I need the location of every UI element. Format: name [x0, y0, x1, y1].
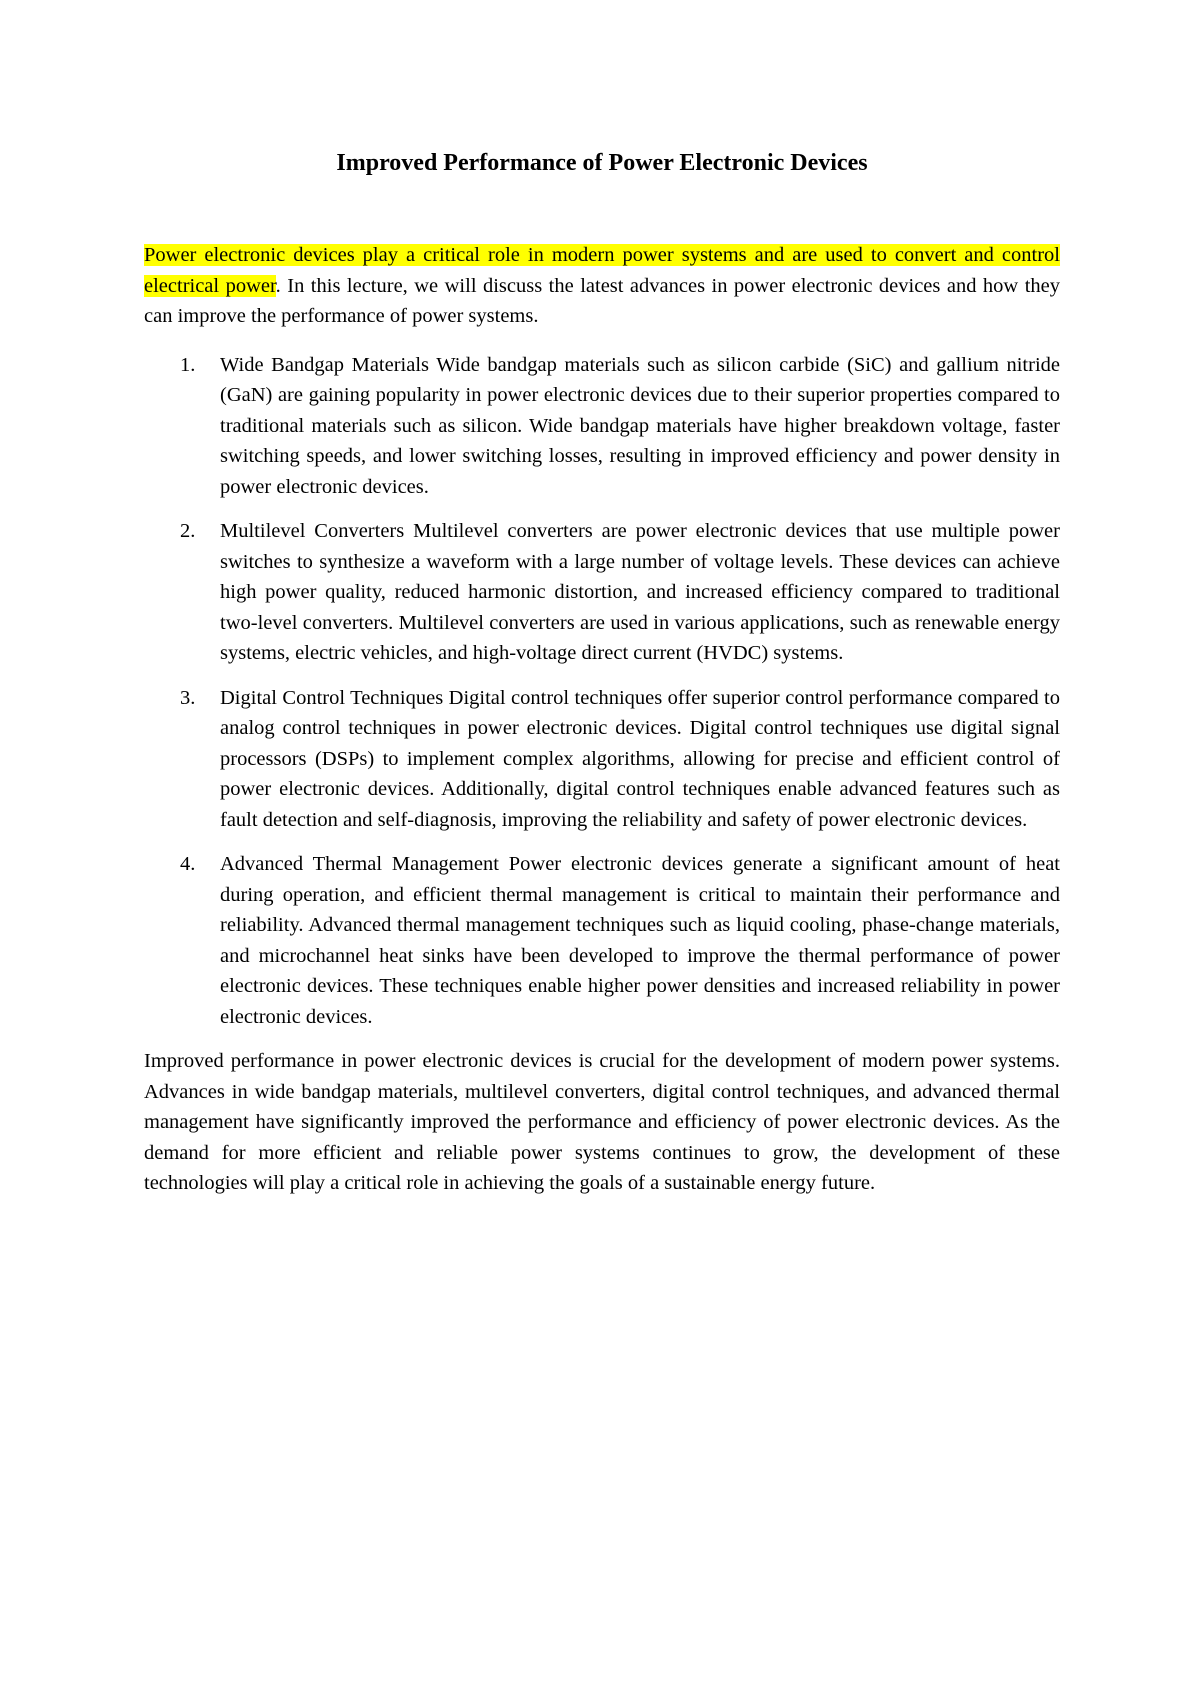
conclusion-paragraph: Improved performance in power electronic devices is crucial for the development of modern power systems. Advances in wide bandgap materials, multilevel converters, digital control techniques, and advanced thermal management have significantly improved the performance and efficiency of power electronic devices. As the demand for more efficient and reliable power systems continues to grow, the development of these technologies will play a critical role in achieving the goals of a sustainable energy future.: [144, 1050, 1060, 1194]
document-title: Improved Performance of Power Electronic Devices: [336, 150, 868, 176]
list-item: [144, 849, 1060, 1032]
list-item-text: Advanced Thermal Management Power electronic devices generate a significant amount of heat during operation, and efficient thermal management is critical to maintain their performance and reliability. Advanced thermal management techniques such as liquid cooling, phase-change materials, and microchannel heat sinks have been developed to improve the thermal performance of power electronic devices. These techniques enable higher power densities and increased reliability in power electronic devices.: [220, 853, 1060, 1028]
list-item-number: 1.: [180, 353, 196, 376]
document-page: [144, 148, 1060, 1217]
list-item-text: Digital Control Techniques Digital control techniques offer superior control performance compared to analog control techniques in power electronic devices. Digital control techniques use digital signal processors (DSPs) to implement complex algorithms, allowing for precise and efficient control of power electronic devices. Additionally, digital control techniques enable advanced features such as fault detection and self-diagnosis, improving the reliability and safety of power electronic devices.: [220, 686, 1060, 831]
list-item-number: 4.: [180, 853, 196, 875]
list-item-number: 3.: [180, 686, 196, 709]
numbered-list: [144, 350, 1060, 1033]
list-item: [144, 683, 1060, 836]
list-item-number: 2.: [180, 520, 196, 542]
list-item: [144, 516, 1060, 669]
list-item-text: Multilevel Converters Multilevel converters are power electronic devices that use multiple power switches to synthesize a waveform with a large number of voltage levels. These devices can achieve high power quality, reduced harmonic distortion, and increased efficiency compared to traditional two-level converters. Multilevel converters are used in various applications, such as renewable energy systems, electric vehicles, and high-voltage direct current (HVDC) systems.: [220, 520, 1060, 664]
intro-rest-text: . In this lecture, we will discuss the latest advances in power electronic devices and how they can improve the performance of power systems.: [144, 274, 1060, 327]
list-item-text: Wide Bandgap Materials Wide bandgap materials such as silicon carbide (SiC) and gallium nitride (GaN) are gaining popularity in power electronic devices due to their superior properties compared to traditional materials such as silicon. Wide bandgap materials have higher breakdown voltage, faster switching speeds, and lower switching losses, resulting in improved efficiency and power density in power electronic devices.: [220, 353, 1060, 498]
list-item: [144, 350, 1060, 503]
highlighted-text: Power electronic devices play a critical role in modern power systems and are used to convert and control electrical power: [144, 244, 1060, 297]
intro-paragraph: [144, 240, 1060, 332]
